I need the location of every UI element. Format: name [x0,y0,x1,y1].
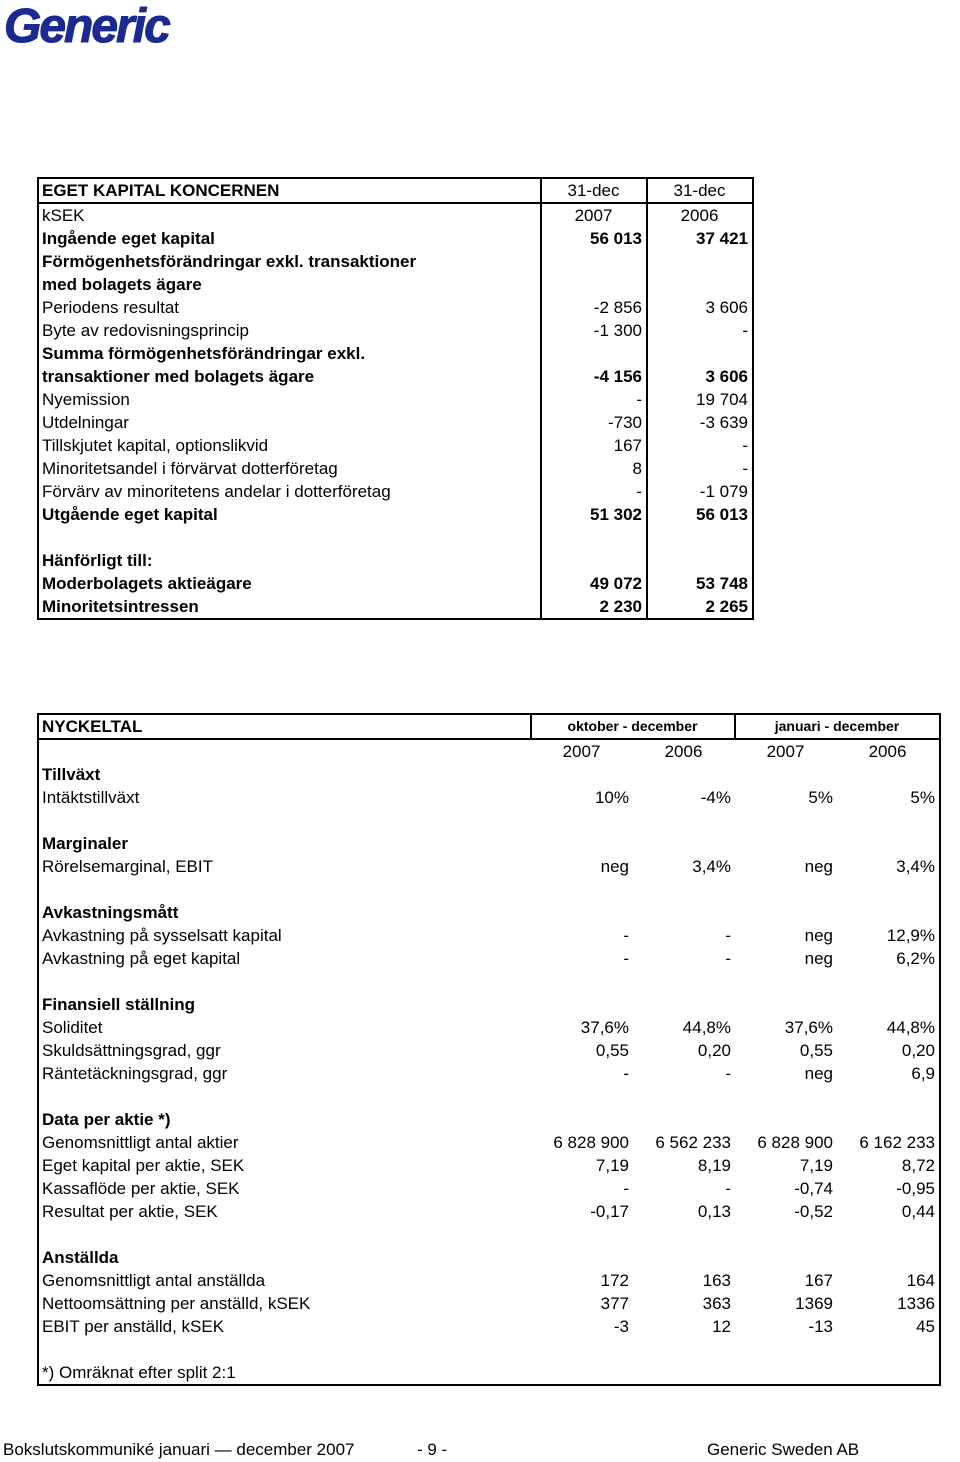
table-row [38,1108,940,1131]
table-row [38,993,940,1016]
table-row [38,1039,940,1062]
row-value-2007 [541,273,647,296]
row-label: Skuldsättningsgrad, ggr [42,1041,221,1060]
table-row [38,1177,940,1200]
row-value: 7,19 [799,1156,833,1175]
table-row [38,388,753,411]
row-value [735,1223,837,1246]
table-row [38,434,753,457]
row-value [633,809,735,832]
row-value-2007: - [541,388,647,411]
footer-page-number: - 9 - [417,1440,448,1459]
row-value: - [725,949,731,968]
row-value-2006: 53 748 [647,572,753,595]
row-value-2006: 37 421 [647,227,753,250]
equity-title: EGET KAPITAL KONCERNEN [42,181,280,200]
row-value: -13 [808,1317,833,1336]
row-value: 12,9% [886,926,935,945]
table-row [38,1016,940,1039]
row-value [633,763,735,786]
row-value: 7,19 [595,1156,629,1175]
row-value: - [725,1179,731,1198]
row-value: 167 [804,1271,833,1290]
row-value: -0,52 [794,1202,833,1221]
section-title: Finansiell ställning [42,995,196,1014]
row-value: 6,2% [896,949,935,968]
section-title: Avkastningsmått [42,903,179,922]
row-value-2007: -2 856 [541,296,647,319]
year-row [38,739,940,763]
row-value: 12 [712,1317,731,1336]
row-value [837,1223,940,1246]
row-value-2006: 3 606 [647,296,753,319]
row-value-2007 [541,526,647,549]
row-value [735,901,837,924]
row-label: Genomsnittligt antal anställda [42,1271,266,1290]
row-value-2007 [541,549,647,572]
table-row [38,549,753,572]
row-value: 5% [808,788,833,807]
row-value: neg [804,949,833,968]
table-row [38,457,753,480]
row-value [837,809,940,832]
year-2006: 2006 [647,203,753,227]
row-value: 44,8% [886,1018,935,1037]
row-value: 164 [906,1271,935,1290]
table-row [38,1269,940,1292]
row-value: 163 [702,1271,731,1290]
row-value: -4% [700,788,731,807]
section-title: Tillväxt [42,765,101,784]
table-row [38,296,753,319]
row-label: Genomsnittligt antal aktier [42,1133,239,1152]
row-value [531,1338,633,1361]
row-value-2006 [647,273,753,296]
row-value: 1336 [897,1294,935,1313]
row-value-2007: 51 302 [541,503,647,526]
row-value: 172 [600,1271,629,1290]
row-label: Soliditet [42,1018,103,1037]
row-value: - [623,1179,629,1198]
row-value [837,901,940,924]
row-value: - [623,1064,629,1083]
row-label: Kassaflöde per aktie, SEK [42,1179,240,1198]
table-row [38,970,940,993]
row-value: 8,72 [901,1156,935,1175]
row-value-2006: -1 079 [647,480,753,503]
row-label: Intäktstillväxt [42,788,140,807]
footer-company: Generic Sweden AB [707,1440,860,1459]
row-value-2007: - [541,480,647,503]
row-value [531,1246,633,1269]
row-value [837,970,940,993]
row-value [837,1108,940,1131]
row-label: transaktioner med bolagets ägare [42,367,315,386]
row-value-2007: 49 072 [541,572,647,595]
row-value [531,1108,633,1131]
table-row [38,319,753,342]
row-value [735,970,837,993]
col-header-2007: 31-dec [541,178,647,203]
row-value: 44,8% [682,1018,731,1037]
row-value: 1369 [795,1294,833,1313]
row-value [531,809,633,832]
row-value: 3,4% [692,857,731,876]
table-row [38,480,753,503]
table-row [38,878,940,901]
row-value: neg [804,857,833,876]
row-value: 2007 [766,742,805,761]
row-value: 0,20 [901,1041,935,1060]
table-row [38,786,940,809]
row-label: Minoritetsintressen [42,597,199,616]
kpi-table [37,713,941,1386]
row-value: 45 [916,1317,935,1336]
row-value [735,993,837,1016]
row-value: 6 828 900 [553,1133,629,1152]
row-value [837,1246,940,1269]
row-value: 6 562 233 [655,1133,731,1152]
table-row [38,947,940,970]
table-row [38,1200,940,1223]
row-value: 8,19 [697,1156,731,1175]
row-value: 6 162 233 [859,1133,935,1152]
row-label [38,878,531,901]
generic-logo [2,0,217,52]
row-value: -0,95 [896,1179,935,1198]
table-row [38,901,940,924]
row-value: neg [804,1064,833,1083]
row-value [837,1338,940,1361]
row-value-2006 [647,549,753,572]
row-label: Rörelsemarginal, EBIT [42,857,214,876]
row-value: 0,44 [901,1202,935,1221]
row-value: - [623,949,629,968]
row-value [531,832,633,855]
row-label: Minoritetsandel i förvärvat dotterföretag [42,459,338,478]
row-value-2007: 167 [541,434,647,457]
row-value-2007: -730 [541,411,647,434]
row-value [735,878,837,901]
footnote: *) Omräknat efter split 2:1 [42,1363,236,1382]
table-row [38,1246,940,1269]
row-label: Räntetäckningsgrad, ggr [42,1064,228,1083]
row-value [633,1338,735,1361]
row-value-2007: 2 230 [541,595,647,619]
row-value [531,1085,633,1108]
table-row [38,503,753,526]
row-value: 0,13 [697,1202,731,1221]
row-value [837,878,940,901]
row-label [38,739,531,763]
row-value-2006: 3 606 [647,365,753,388]
row-label: Utdelningar [42,413,129,432]
unit-label: kSEK [38,203,541,227]
section-title: Data per aktie *) [42,1110,171,1129]
table-row [38,1154,940,1177]
table-row [38,1292,940,1315]
row-label: med bolagets ägare [42,275,202,294]
row-value [633,901,735,924]
table-row [38,411,753,434]
row-value [531,1223,633,1246]
row-value [735,1085,837,1108]
row-value: neg [600,857,629,876]
row-value [633,993,735,1016]
row-value: 6,9 [911,1064,935,1083]
row-label [38,970,531,993]
row-label: Avkastning på sysselsatt kapital [42,926,282,945]
row-value [531,763,633,786]
row-value [633,970,735,993]
table-row [38,365,753,388]
row-value-2006 [647,342,753,365]
row-value [735,1246,837,1269]
row-value-2007: -1 300 [541,319,647,342]
row-label: Nettoomsättning per anställd, kSEK [42,1294,311,1313]
row-value-2007 [541,250,647,273]
row-value-2006: 2 265 [647,595,753,619]
kpi-title: NYCKELTAL [38,714,531,739]
table-row [38,1085,940,1108]
row-value-2007: -4 156 [541,365,647,388]
row-label: Summa förmögenhetsförändringar exkl. [42,344,366,363]
row-value-2007: 56 013 [541,227,647,250]
row-value-2006: 19 704 [647,388,753,411]
row-value [735,1108,837,1131]
row-value [837,993,940,1016]
svg-text:Generic: Generic [4,0,169,52]
row-value: 0,55 [799,1041,833,1060]
table-row [38,924,940,947]
row-value: 5% [910,788,935,807]
row-label [38,526,541,549]
equity-table [37,177,754,620]
row-label: Hänförligt till: [42,551,153,570]
period-jan-dec: januari - december [735,714,940,739]
row-value: 0,20 [697,1041,731,1060]
table-row [38,227,753,250]
row-label: Förmögenhetsförändringar exkl. transaktioner [42,252,417,271]
footnote-row [38,1361,940,1385]
table-row [38,203,753,227]
row-label: Periodens resultat [42,298,180,317]
table-row [38,832,940,855]
row-value: 2006 [868,742,907,761]
row-label: Utgående eget kapital [42,505,218,524]
row-value-2006: 56 013 [647,503,753,526]
row-label: Moderbolagets aktieägare [42,574,252,593]
row-value: 6 828 900 [757,1133,833,1152]
row-value: -0,74 [794,1179,833,1198]
row-value: -0,17 [590,1202,629,1221]
row-value-2006 [647,526,753,549]
row-value-2006: - [647,434,753,457]
row-label: Eget kapital per aktie, SEK [42,1156,245,1175]
row-value: neg [804,926,833,945]
row-value [633,1085,735,1108]
table-row [38,526,753,549]
row-value: - [725,926,731,945]
row-value-2006 [647,250,753,273]
section-title: Marginaler [42,834,128,853]
row-value: 377 [600,1294,629,1313]
row-value-2007: 8 [541,457,647,480]
row-value [735,832,837,855]
row-label [38,1085,531,1108]
row-label [38,1338,531,1361]
row-value-2006: - [647,457,753,480]
table-row [38,572,753,595]
row-value: - [725,1064,731,1083]
row-label: Resultat per aktie, SEK [42,1202,218,1221]
row-value [531,993,633,1016]
row-value [735,809,837,832]
row-label: Byte av redovisningsprincip [42,321,249,340]
row-label: Förvärv av minoritetens andelar i dotterföretag [42,482,391,501]
table-row [38,342,753,365]
row-label [38,809,531,832]
table-row [38,1338,940,1361]
row-value [531,878,633,901]
row-value [837,1085,940,1108]
row-value [633,1223,735,1246]
row-value [633,1246,735,1269]
table-row [38,855,940,878]
table-row [38,273,753,296]
row-value [531,901,633,924]
row-label [38,1223,531,1246]
table-row [38,1223,940,1246]
row-value: 2006 [664,742,703,761]
col-header-2006: 31-dec [647,178,753,203]
footer-left: Bokslutskommuniké januari — december 2007 [3,1440,355,1459]
row-label: EBIT per anställd, kSEK [42,1317,225,1336]
row-value [633,1108,735,1131]
row-value [531,970,633,993]
row-value [837,832,940,855]
row-label: Nyemission [42,390,130,409]
row-value: 363 [702,1294,731,1313]
table-row [38,763,940,786]
row-value-2006: -3 639 [647,411,753,434]
table-row [38,250,753,273]
row-value: -3 [613,1317,629,1336]
row-value [735,763,837,786]
row-value [837,763,940,786]
row-value [633,878,735,901]
row-label: Tillskjutet kapital, optionslikvid [42,436,269,455]
row-value: 10% [594,788,629,807]
section-title: Anställda [42,1248,119,1267]
row-value: 0,55 [595,1041,629,1060]
row-value: 3,4% [896,857,935,876]
row-value: 37,6% [784,1018,833,1037]
table-row [38,1131,940,1154]
row-value: 37,6% [580,1018,629,1037]
row-value-2007 [541,342,647,365]
row-value: 2007 [562,742,601,761]
period-oct-dec: oktober - december [531,714,735,739]
row-value [633,832,735,855]
table-row [38,1062,940,1085]
row-label: Ingående eget kapital [42,229,215,248]
row-value: - [623,926,629,945]
table-row [38,595,753,619]
year-2007: 2007 [541,203,647,227]
table-row [38,809,940,832]
row-label: Avkastning på eget kapital [42,949,241,968]
table-row [38,1315,940,1338]
row-value [735,1338,837,1361]
row-value-2006: - [647,319,753,342]
